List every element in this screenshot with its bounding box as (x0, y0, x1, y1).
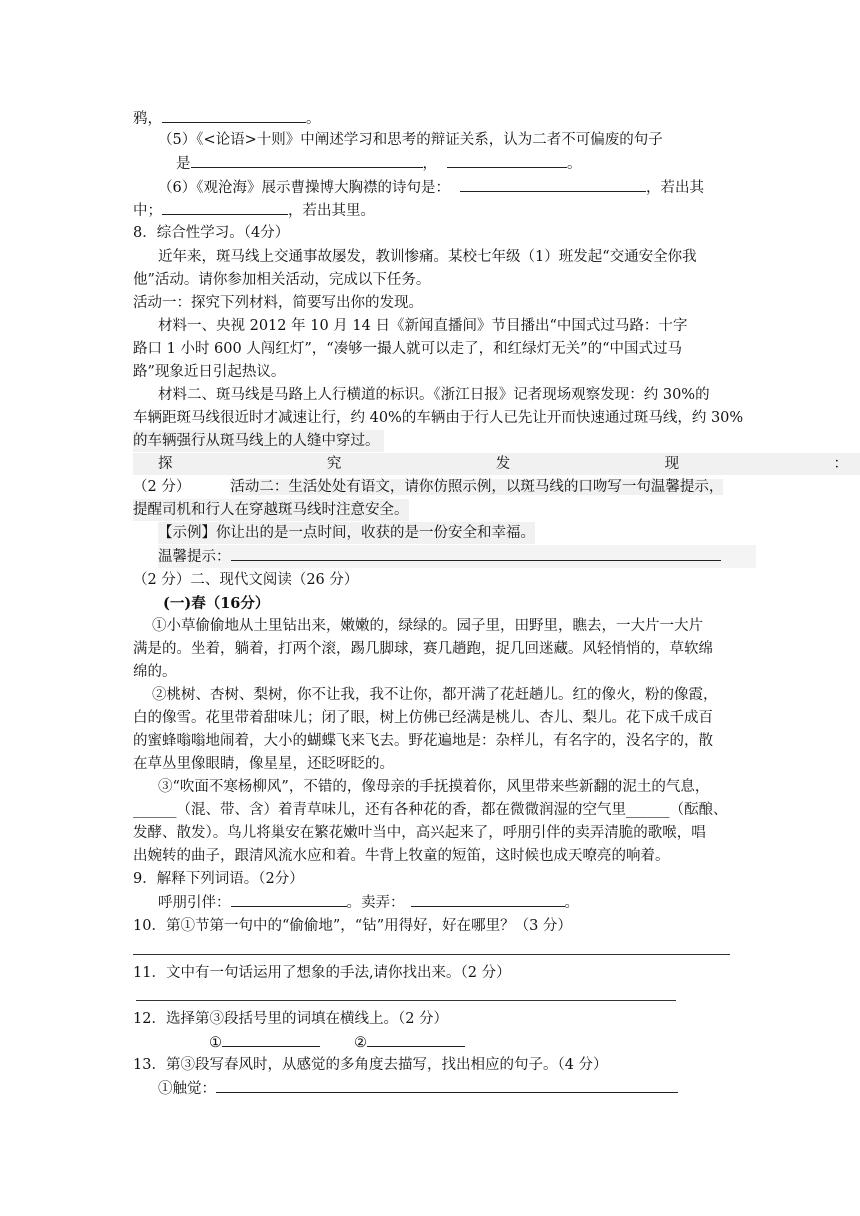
material-one-1: 材料一、央视 2012 年 10 月 14 日《新闻直播间》节目播出“中国式过马路：十字 (158, 318, 688, 334)
q10-title: 10．第①节第一句中的“偷偷地”，“钻”用得好，好在哪里？（3 分） (133, 918, 572, 934)
text: 。 (306, 111, 321, 127)
q7-item6-line2 (133, 199, 375, 222)
sense-label: ①触觉： (158, 1081, 216, 1097)
para2-line1: ②桃树、杏树、梨树，你不让我，我不让你，都开满了花赶趟儿。红的像火，粉的像霞， (152, 687, 718, 703)
q12-title: 12．选择第③段括号里的词填在横线上。（2 分） (133, 1011, 449, 1027)
answer-blank[interactable] (460, 176, 646, 192)
tip-answer-blank[interactable] (231, 545, 721, 561)
term-label: 呼朋引伴： (158, 895, 231, 911)
discovery-line (133, 453, 860, 475)
text: ，若出其 (645, 180, 704, 196)
example: 【示例】你让出的是一点时间，收获的是一份安全和幸福。 (158, 522, 535, 544)
tip-label: 温馨提示： (158, 549, 231, 565)
char: 现 (664, 456, 680, 472)
material-two-3: 的车辆强行从斑马线上的人缝中穿过。 (133, 430, 384, 452)
q11-answer-rule[interactable] (136, 1000, 676, 1001)
char: 发 (495, 456, 511, 472)
q7-item6-line1 (158, 176, 704, 199)
para3-line1: ③“吹面不寒杨柳风”，不错的，像母亲的手抚摸着你，风里带来些新翻的泥土的气息， (158, 779, 710, 795)
para1-line2: 满是的。坐着，躺着，打两个滚，踢几脚球，赛几趟跑，捉几回迷藏。风轻悄悄的，草软绵 (133, 641, 713, 657)
answer-blank[interactable] (231, 891, 347, 907)
answer-blank[interactable] (222, 1031, 320, 1047)
q9-title: 9．解释下列词语。（2分） (133, 871, 304, 887)
q8-intro-1: 近年来，斑马线上交通事故屡发，教训惨痛。某校七年级（1）班发起“交通安全你我 (158, 249, 697, 265)
answer-blank[interactable] (191, 152, 423, 168)
text: ， (422, 156, 437, 172)
q8-intro-2: 他”活动。请你参加相关活动，完成以下任务。 (133, 272, 431, 288)
char: 究 (326, 456, 342, 472)
answer-blank[interactable] (447, 152, 567, 168)
answer-blank[interactable] (411, 891, 565, 907)
term-label: 。卖弄： (346, 895, 405, 911)
text: ，若出其里。 (288, 203, 375, 219)
score: （2 分） (133, 479, 191, 495)
text: 鸦， (133, 111, 162, 127)
material-two-1: 材料二、斑马线是马路上人行横道的标识。《浙江日报》记者现场观察发现：约 30%的 (158, 387, 710, 403)
tip-line (158, 545, 756, 568)
text: 中； (133, 203, 162, 219)
para2-line4: 在草丛里像眼睛，像星星，还眨呀眨的。 (133, 756, 394, 772)
material-one-2: 路口 1 小时 600 人闯红灯”，“凑够一撮人就可以走了，和红绿灯无关”的“中国式过马 (133, 341, 682, 357)
reading-title: (一)春（16分） (163, 595, 270, 612)
q7-item5-line1: （5）《<论语>十则》中阐述学习和思考的辩证关系，认为二者不可偏废的句子 (158, 132, 663, 148)
q12-answer-line (209, 1031, 465, 1054)
char: 探 (158, 456, 173, 472)
para3-line3: 发酵、散发）。鸟儿将巢安在繁花嫩叶当中，高兴起来了，呼朋引伴的卖弄清脆的歌喉，唱 (133, 825, 706, 841)
text: （6）《观沧海》展示曹操博大胸襟的诗句是： (158, 180, 450, 196)
para3-line2: ______（混、带、含）着青草味儿，还有各种花的香，都在微微润湿的空气里______（酝酿、 (133, 802, 728, 818)
para2-line2: 白的像雪。花里带着甜味儿；闭了眼，树上仿佛已经满是桃儿、杏儿、梨儿。花下成千成百 (133, 710, 713, 726)
q9-answer-line (158, 891, 579, 914)
q13-title: 13．第③段写春风时，从感觉的多角度去描写，找出相应的句子。（4 分） (133, 1057, 608, 1073)
answer-blank[interactable] (162, 199, 288, 215)
activity-two-1 (133, 476, 723, 498)
para1-line3: 绵的。 (133, 664, 177, 680)
q7-line0 (133, 107, 321, 130)
q8-title: 8．综合性学习。（4分） (133, 225, 290, 241)
q13-touch-line (158, 1077, 678, 1100)
answer-blank[interactable] (162, 107, 306, 123)
text: 是 (176, 156, 191, 172)
material-two-2: 车辆距斑马线很近时才减速让行，约 40%的车辆由于行人已先让开而快速通过斑马线，约 30% (133, 410, 744, 426)
para3-line4: 出婉转的曲子，跟清风流水应和着。牛背上牧童的短笛，这时候也成天嘹亮的响着。 (133, 848, 670, 864)
section-two-heading: （2 分）二、现代文阅读（26 分） (133, 572, 359, 588)
activity-one: 活动一：探究下列材料，简要写出你的发现。 (133, 295, 423, 311)
q7-item5-line2 (176, 152, 582, 175)
q11-title: 11．文中有一句话运用了想象的手法,请你找出来。（2 分） (133, 965, 511, 981)
para1-line1: ①小草偷偷地从土里钻出来，嫩嫩的，绿绿的。园子里，田野里，瞧去，一大片一大片 (152, 618, 703, 634)
char: ： (833, 456, 848, 472)
activity-two-2: 提醒司机和行人在穿越斑马线时注意安全。 (133, 499, 409, 521)
item-marker: ① (209, 1035, 222, 1051)
material-one-3: 路”现象近日引起热议。 (133, 364, 286, 380)
answer-blank[interactable] (367, 1031, 465, 1047)
para2-line3: 的蜜蜂嗡嗡地闹着，大小的蝴蝶飞来飞去。野花遍地是：杂样儿，有名字的，没名字的，散 (133, 733, 713, 749)
text: 。 (564, 895, 579, 911)
text: 。 (567, 156, 582, 172)
answer-blank[interactable] (216, 1077, 678, 1093)
q10-answer-rule[interactable] (133, 954, 730, 955)
item-marker: ② (354, 1035, 367, 1051)
text: 活动二：生活处处有语文，请你仿照示例，以斑马线的口吻写一句温馨提示， (230, 479, 724, 495)
